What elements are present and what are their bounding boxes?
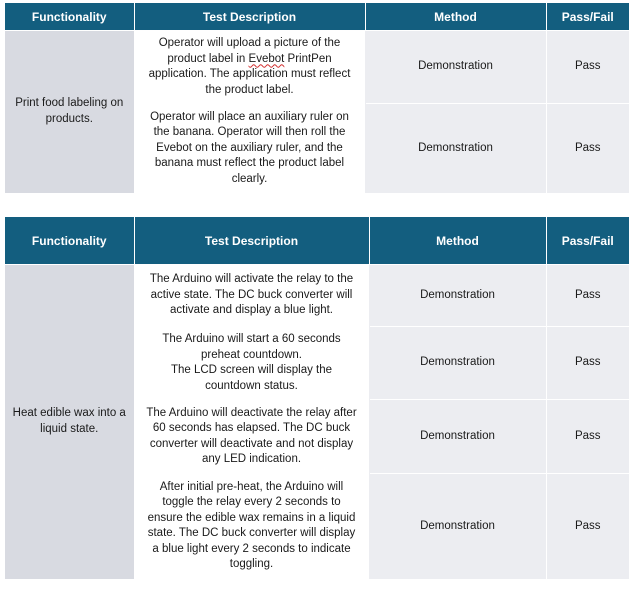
description-line: The Arduino will start a 60 seconds preheat countdown.: [162, 333, 341, 361]
header-pass-fail: Pass/Fail: [546, 3, 629, 31]
header-method: Method: [369, 217, 546, 265]
test-table-printing: [5, 3, 629, 193]
method-cell: Demonstration: [365, 104, 546, 193]
header-method: Method: [365, 3, 546, 31]
result-cell: Pass: [546, 474, 629, 579]
method-cell: Demonstration: [369, 400, 546, 474]
result-cell: Pass: [546, 265, 629, 327]
test-description-cell: The Arduino will activate the relay to the active state. The DC buck converter will activate and display a blue light.: [134, 265, 369, 327]
result-cell: Pass: [546, 104, 629, 193]
header-test-description: Test Description: [134, 217, 369, 265]
description-text: PrintPen application. The application must reflect the product label.: [148, 52, 351, 96]
method-cell: Demonstration: [369, 265, 546, 327]
description-text: Operator will upload a picture of the product label in: [158, 37, 341, 65]
header-pass-fail: Pass/Fail: [546, 217, 629, 265]
header-functionality: Functionality: [5, 3, 134, 31]
test-description-cell: Operator will place an auxiliary ruler on the banana. Operator will then roll the Evebot on the auxiliary ruler, and the banana must reflect the product label clearly.: [134, 104, 365, 193]
description-line: The LCD screen will display the countdown status.: [170, 364, 333, 392]
method-cell: Demonstration: [369, 327, 546, 400]
spellcheck-flagged-word: Evebot: [248, 52, 285, 65]
header-test-description: Test Description: [134, 3, 365, 31]
functionality-cell: Heat edible wax into a liquid state.: [5, 265, 134, 579]
method-cell: Demonstration: [365, 31, 546, 104]
test-description-cell: [134, 31, 365, 104]
result-cell: Pass: [546, 31, 629, 104]
result-cell: Pass: [546, 327, 629, 400]
functionality-cell: Print food labeling on products.: [5, 31, 134, 193]
test-table-wax-heating: [5, 217, 629, 579]
table-header-row: [5, 217, 629, 265]
test-description-cell: The Arduino will deactivate the relay after 60 seconds has elapsed. The DC buck converter will deactivate and not display any LED indication.: [134, 400, 369, 474]
test-description-cell: [134, 327, 369, 400]
table-header-row: [5, 3, 629, 31]
method-cell: Demonstration: [369, 474, 546, 579]
header-functionality: Functionality: [5, 217, 134, 265]
table-row: [5, 31, 629, 104]
table-row: [5, 265, 629, 327]
test-description-cell: After initial pre-heat, the Arduino will toggle the relay every 2 seconds to ensure the edible wax remains in a liquid state. The DC buck converter will display a blue light every 2 seconds to indicate toggling.: [134, 474, 369, 579]
result-cell: Pass: [546, 400, 629, 474]
